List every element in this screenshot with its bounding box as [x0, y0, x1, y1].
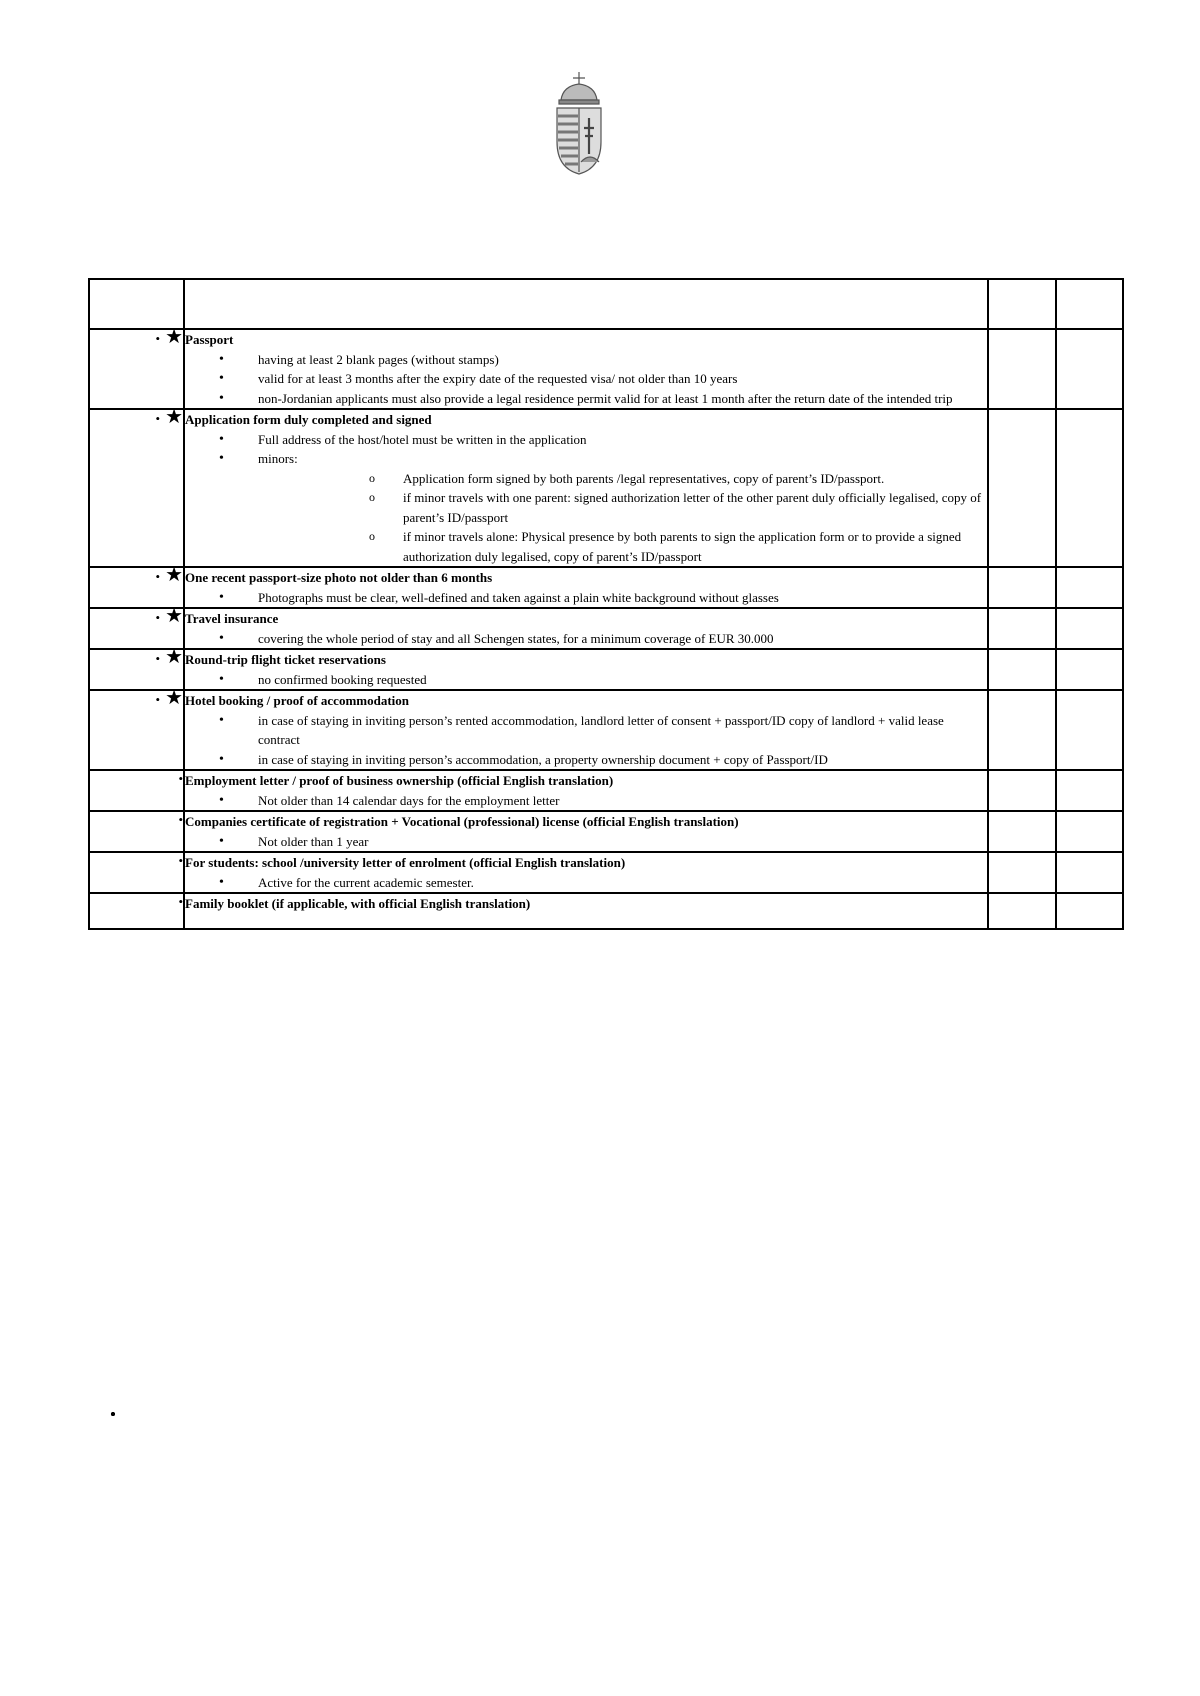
table-row — [89, 852, 1123, 893]
row-marker — [89, 564, 184, 608]
document-item — [184, 329, 988, 409]
document-title: Passport — [185, 332, 234, 347]
row-marker — [89, 770, 184, 811]
row-marker — [89, 646, 184, 690]
requirement-list — [185, 832, 987, 852]
sub-requirement-list — [258, 469, 987, 567]
bullet-icon: • — [155, 692, 161, 707]
no-checkbox-cell — [1056, 893, 1123, 929]
table-row — [89, 608, 1123, 649]
bullet-icon: • — [178, 853, 183, 868]
document-title: Companies certificate of registration + Vocational (professional) license (official English translation) — [185, 814, 739, 829]
requirement-item — [185, 369, 987, 389]
yes-checkbox-cell — [988, 770, 1056, 811]
document-title: Family booklet (if applicable, with official English translation) — [185, 896, 531, 911]
document-item — [184, 811, 988, 852]
row-marker — [89, 852, 184, 893]
hungary-coat-of-arms — [553, 72, 605, 176]
requirement-text: Not older than 1 year — [258, 833, 369, 849]
requirement-item — [185, 449, 987, 566]
requirement-text: minors: — [258, 451, 298, 466]
sub-requirement-item: o if minor travels alone: Physical presence by both parents to sign the application form or to provide a signed authorization duly legalised, copy of parent’s ID/passport — [258, 527, 987, 566]
requirement-text: Not older than 14 calendar days for the employment letter — [258, 792, 560, 808]
requirement-text: Full address of the host/hotel must be written in the application — [258, 431, 587, 447]
row-marker — [89, 326, 184, 409]
requirement-text: no confirmed booking requested — [258, 671, 427, 687]
bullet-icon: • — [155, 651, 161, 666]
document-item — [184, 649, 988, 690]
row-marker — [89, 605, 184, 649]
document-item — [184, 608, 988, 649]
no-checkbox-cell — [1056, 852, 1123, 893]
no-checkbox-cell — [1056, 770, 1123, 811]
document-title: Employment letter / proof of business ownership (official English translation) — [185, 773, 614, 788]
no-checkbox-cell — [1056, 409, 1123, 567]
requirement-list — [185, 711, 987, 770]
header-documents — [184, 279, 988, 329]
no-checkbox-cell — [1056, 690, 1123, 770]
requirement-list — [185, 430, 987, 567]
header-no — [89, 279, 184, 329]
requirement-item — [185, 629, 987, 649]
document-item — [184, 690, 988, 770]
document-title: For students: school /university letter of enrolment (official English translation) — [185, 855, 626, 870]
requirement-text: valid for at least 3 months after the expiry date of the requested visa/ not older than 10 years — [258, 371, 738, 386]
requirement-list — [185, 629, 987, 649]
requirement-list — [185, 791, 987, 811]
requirement-text: in case of staying in inviting person’s accommodation, a property ownership document + copy of Passport/ID — [258, 751, 828, 767]
yes-checkbox-cell — [988, 649, 1056, 690]
no-checkbox-cell — [1056, 608, 1123, 649]
star-icon: ★ — [160, 564, 183, 586]
document-item — [184, 893, 988, 929]
requirement-text: in case of staying in inviting person’s rented accommodation, landlord letter of consent + passport/ID copy of landlord + valid lease contract — [258, 712, 944, 747]
requirement-text: covering the whole period of stay and all Schengen states, for a minimum coverage of EUR 30.000 — [258, 630, 774, 646]
table-row — [89, 567, 1123, 608]
row-marker — [89, 406, 184, 567]
document-item — [184, 409, 988, 567]
table-row — [89, 690, 1123, 770]
requirement-item — [185, 832, 987, 852]
requirement-item — [185, 711, 987, 750]
yes-checkbox-cell — [988, 893, 1056, 929]
yes-checkbox-cell — [988, 409, 1056, 567]
star-icon: ★ — [160, 326, 183, 348]
requirement-item — [185, 791, 987, 811]
requirement-item — [185, 588, 987, 608]
requirement-text: Photographs must be clear, well-defined and taken against a plain white background without glasses — [258, 589, 779, 605]
table-row — [89, 329, 1123, 409]
table-row — [89, 811, 1123, 852]
requirement-list — [185, 873, 987, 893]
yes-checkbox-cell — [988, 690, 1056, 770]
row-marker — [89, 811, 184, 852]
document-item — [184, 567, 988, 608]
sub-requirement-item: o if minor travels with one parent: signed authorization letter of the other parent duly officially legalised, copy of parent’s ID/passport — [258, 488, 987, 527]
star-icon: ★ — [160, 406, 183, 428]
requirement-item — [185, 873, 987, 893]
requirement-item — [185, 670, 987, 690]
requirement-text: non-Jordanian applicants must also provide a legal residence permit valid for at least 1 month after the return date of the intended trip — [258, 390, 953, 406]
table-row — [89, 649, 1123, 690]
no-checkbox-cell — [1056, 567, 1123, 608]
requirement-item — [185, 389, 987, 409]
document-title: Application form duly completed and signed — [185, 412, 432, 427]
document-title: Round-trip flight ticket reservations — [185, 652, 386, 667]
bullet-icon: • — [155, 411, 161, 426]
star-icon: ★ — [160, 687, 183, 709]
header-no-column — [1056, 279, 1123, 329]
requirement-text: having at least 2 blank pages (without stamps) — [258, 351, 499, 367]
requirement-list — [185, 670, 987, 690]
yes-checkbox-cell — [988, 329, 1056, 409]
document-title: One recent passport-size photo not older than 6 months — [185, 570, 493, 585]
no-checkbox-cell — [1056, 329, 1123, 409]
bullet-icon: • — [155, 610, 161, 625]
document-title: Hotel booking / proof of accommodation — [185, 693, 410, 708]
required-documents-table — [88, 278, 1124, 930]
yes-checkbox-cell — [988, 567, 1056, 608]
document-item — [184, 852, 988, 893]
yes-checkbox-cell — [988, 852, 1056, 893]
row-marker — [89, 687, 184, 770]
bullet-icon: • — [178, 894, 183, 909]
yes-checkbox-cell — [988, 608, 1056, 649]
table-row — [89, 409, 1123, 567]
document-item — [184, 770, 988, 811]
bullet-icon: • — [155, 569, 161, 584]
table-row — [89, 770, 1123, 811]
table-header-row — [89, 279, 1123, 329]
requirement-item — [185, 350, 987, 370]
requirement-item — [185, 430, 987, 450]
no-checkbox-cell — [1056, 811, 1123, 852]
bullet-icon: • — [178, 812, 183, 827]
sub-requirement-item: o Application form signed by both parents /legal representatives, copy of parent’s ID/passport. — [258, 469, 987, 489]
requirement-list — [185, 350, 987, 409]
document-title: Travel insurance — [185, 611, 279, 626]
table-row — [89, 893, 1123, 929]
yes-checkbox-cell — [988, 811, 1056, 852]
bullet-icon: • — [155, 331, 161, 346]
star-icon: ★ — [160, 646, 183, 668]
row-marker — [89, 893, 184, 929]
star-icon: ★ — [160, 605, 183, 627]
requirement-list — [185, 588, 987, 608]
requirement-text: Active for the current academic semester. — [258, 874, 474, 890]
bullet-icon: • — [178, 771, 183, 786]
requirement-item — [185, 750, 987, 770]
header-yes — [988, 279, 1056, 329]
no-checkbox-cell — [1056, 649, 1123, 690]
